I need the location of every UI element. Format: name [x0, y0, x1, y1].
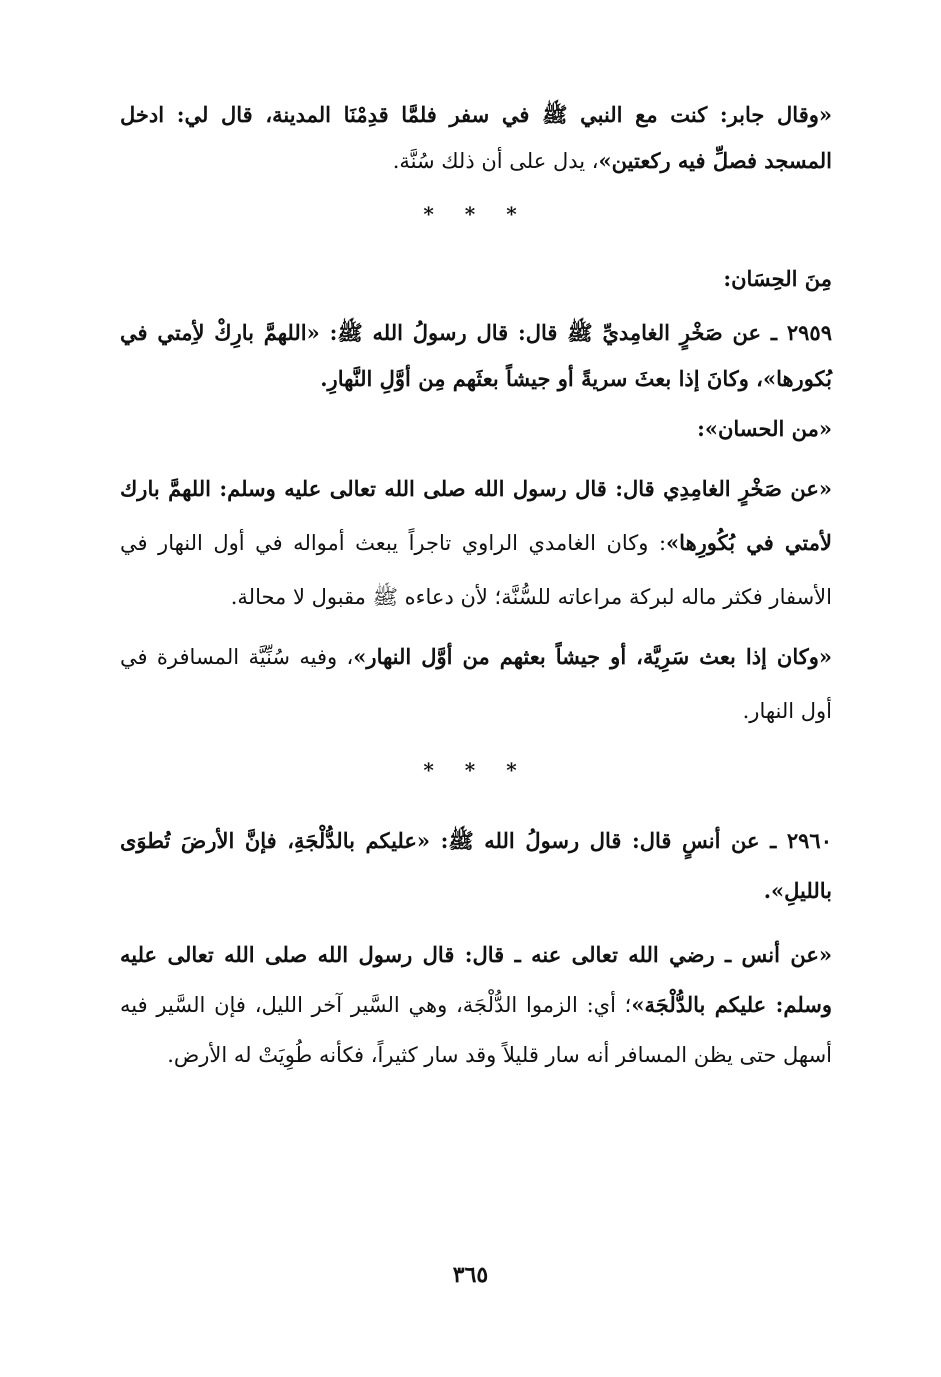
separator-stars: * * *: [423, 202, 529, 226]
commentary-2960-text: ؛ أي: الزموا الدُّلْجَة، وهي السَّير آخر الليل، فإن السَّير فيه أسهل حتى يظن المسافر أنه سار قليلاً وقد سار كثيراً، فكأنه طُوِيَتْ له الأرض.: [120, 993, 832, 1067]
commentary-2960: [120, 930, 832, 1080]
paragraph-jabir: [120, 92, 832, 184]
page-body: [120, 92, 832, 1080]
commentary-2959-b: [120, 630, 832, 738]
section-heading: مِنَ الحِسَان:: [723, 266, 832, 291]
commentary-2960-quote: «عن أنس ـ رضي الله تعالى عنه ـ قال: قال رسول الله صلى الله تعالى عليه وسلم: عليكم بالدُّلْجَة»: [120, 942, 833, 1017]
commentary-2959-a: [120, 462, 832, 624]
commentary-2959-a-text: : وكان الغامدي الراوي تاجراً يبعث أمواله في أول النهار في الأسفار فكثر ماله لبركة مراعاته للسُّنَّة؛ لأن دعاءه ﷺ مقبول لا محالة.: [120, 531, 832, 609]
commentary-heading: «من الحسان»:: [697, 416, 832, 441]
hadith-2959: ٢٩٥٩ ـ عن صَخْرٍ الغامِديِّ ﷺ قال: قال رسولُ الله ﷺ: «اللهمَّ بارِكْ لأِمتي في بُكورها»، وكانَ إذا بعثَ سريةً أو جيشاً بعثَهم مِن أوَّلِ النَّهارِ.: [120, 320, 832, 391]
commentary-2959-b-text: ، وفيه سُنِّيَّة المسافرة في أول النهار.: [120, 645, 832, 723]
commentary-2959-a-quote: «عن صَخْرٍ الغامِدِي قال: قال رسول الله صلى الله تعالى عليه وسلم: اللهمَّ بارك لأمتي في بُكُورِها»: [120, 476, 832, 555]
jabir-commentary: ، يدل على أن ذلك سُنَّة.: [392, 149, 599, 173]
separator-stars-2: * * *: [423, 758, 529, 782]
page-number: ٣٦٥: [452, 1262, 489, 1288]
hadith-2960: ٢٩٦٠ ـ عن أنسٍ قال: قال رسولُ الله ﷺ: «عليكم بالدُّلْجَةِ، فإنَّ الأرضَ تُطوَى بالليلِ».: [120, 828, 832, 903]
jabir-quote: «وقال جابر: كنت مع النبي ﷺ في سفر فلمَّا قدِمْنَا المدينة، قال لي: ادخل المسجد فصلِّ فيه ركعتين»: [120, 102, 832, 173]
commentary-2959-b-quote: «وكان إذا بعث سَرِيَّة، أو جيشاً بعثهم من أوَّل النهار»: [353, 644, 832, 669]
